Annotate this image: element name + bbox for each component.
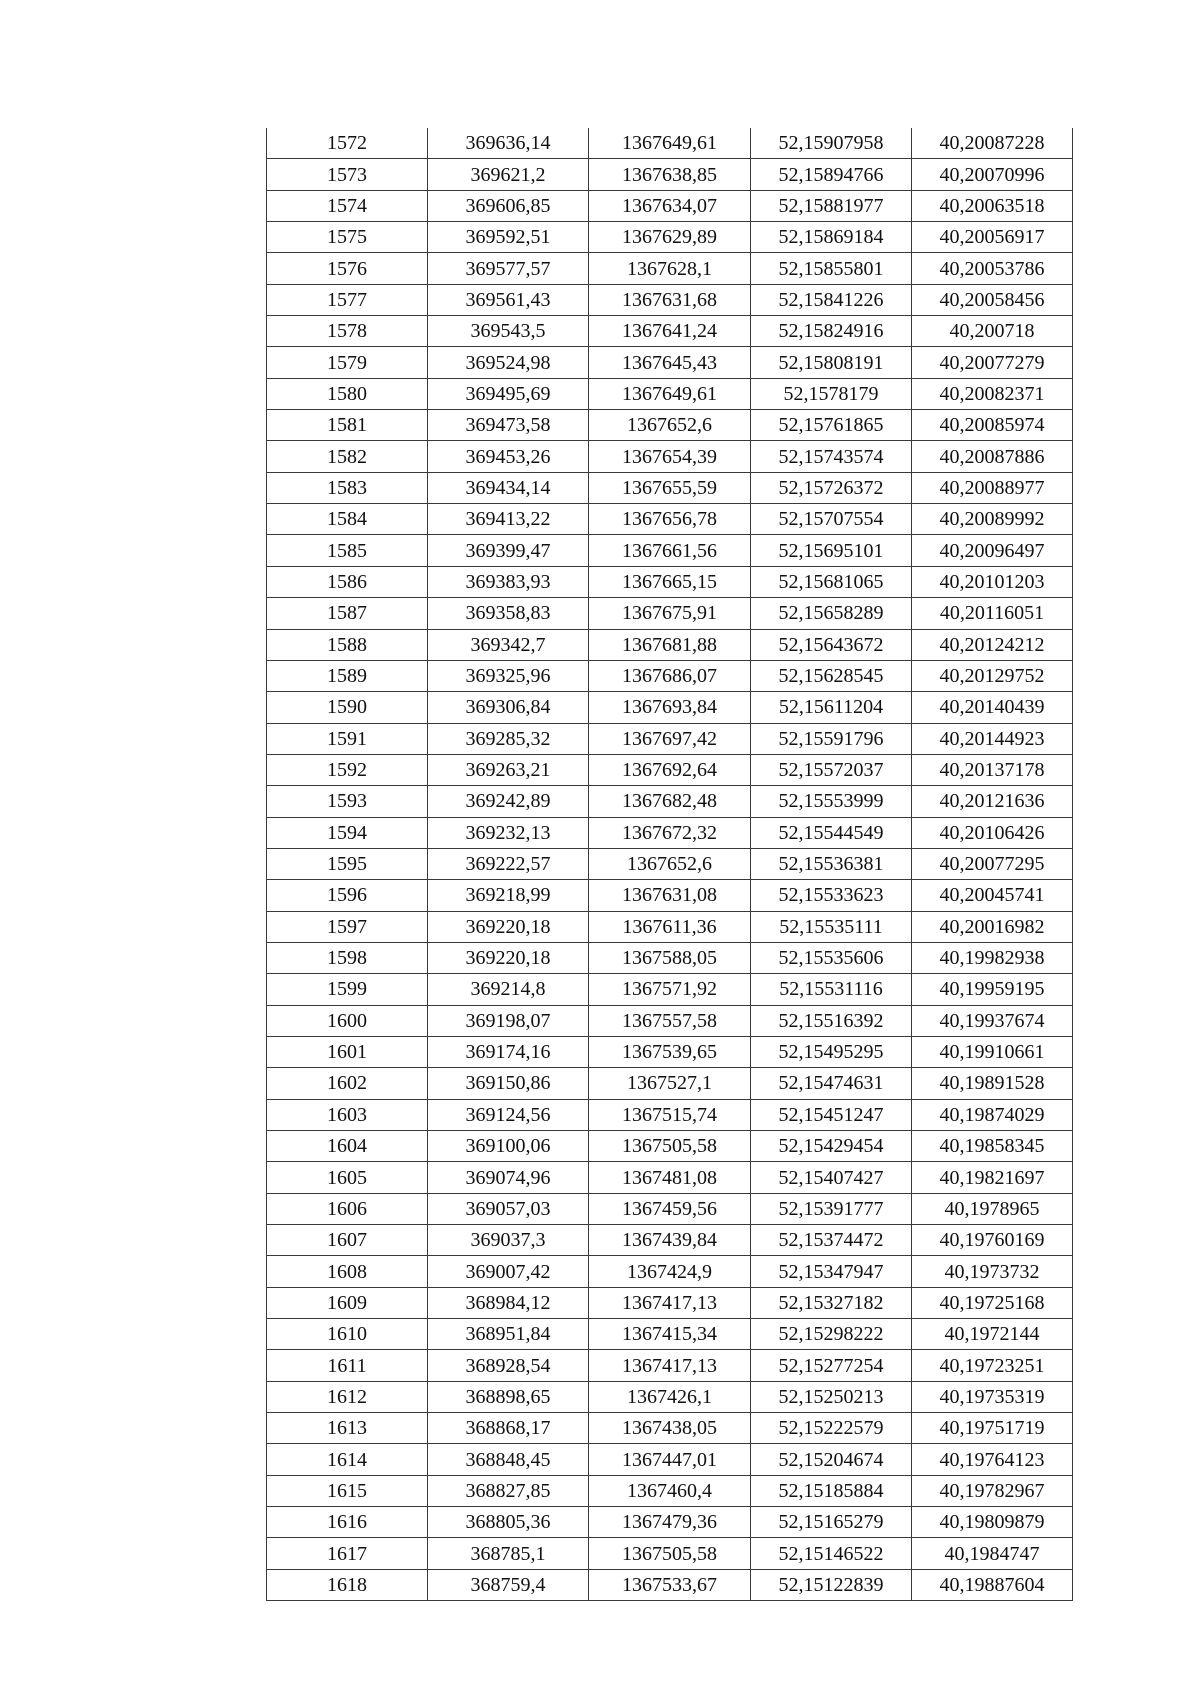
table-row (267, 942, 1073, 973)
longitude-cell: 40,19874029 (912, 1099, 1073, 1130)
latitude-cell: 52,15146522 (751, 1538, 912, 1569)
x-coordinate-cell: 369057,03 (428, 1193, 589, 1224)
point-number-cell: 1583 (267, 472, 428, 503)
y-coordinate-cell: 1367415,34 (589, 1319, 751, 1350)
point-number-cell: 1578 (267, 316, 428, 347)
latitude-cell: 52,15808191 (751, 347, 912, 378)
point-number-cell: 1616 (267, 1507, 428, 1538)
latitude-cell: 52,15681065 (751, 566, 912, 597)
longitude-cell: 40,19751719 (912, 1413, 1073, 1444)
x-coordinate-cell: 369543,5 (428, 316, 589, 347)
x-coordinate-cell: 369263,21 (428, 754, 589, 785)
x-coordinate-cell: 369383,93 (428, 566, 589, 597)
table-row (267, 472, 1073, 503)
x-coordinate-cell: 368805,36 (428, 1507, 589, 1538)
latitude-cell: 52,15894766 (751, 159, 912, 190)
latitude-cell: 52,15222579 (751, 1413, 912, 1444)
latitude-cell: 52,15643672 (751, 629, 912, 660)
point-number-cell: 1581 (267, 410, 428, 441)
x-coordinate-cell: 369037,3 (428, 1225, 589, 1256)
table-row (267, 1036, 1073, 1067)
latitude-cell: 52,15628545 (751, 660, 912, 691)
longitude-cell: 40,20096497 (912, 535, 1073, 566)
y-coordinate-cell: 1367693,84 (589, 692, 751, 723)
longitude-cell: 40,1984747 (912, 1538, 1073, 1569)
point-number-cell: 1611 (267, 1350, 428, 1381)
longitude-cell: 40,1972144 (912, 1319, 1073, 1350)
table-row (267, 410, 1073, 441)
x-coordinate-cell: 369342,7 (428, 629, 589, 660)
point-number-cell: 1617 (267, 1538, 428, 1569)
x-coordinate-cell: 369124,56 (428, 1099, 589, 1130)
latitude-cell: 52,15881977 (751, 190, 912, 221)
x-coordinate-cell: 369413,22 (428, 504, 589, 535)
latitude-cell: 52,15572037 (751, 754, 912, 785)
x-coordinate-cell: 369524,98 (428, 347, 589, 378)
latitude-cell: 52,15347947 (751, 1256, 912, 1287)
latitude-cell: 52,15474631 (751, 1068, 912, 1099)
point-number-cell: 1572 (267, 128, 428, 159)
point-number-cell: 1579 (267, 347, 428, 378)
longitude-cell: 40,20045741 (912, 880, 1073, 911)
x-coordinate-cell: 369495,69 (428, 378, 589, 409)
y-coordinate-cell: 1367652,6 (589, 410, 751, 441)
table-row (267, 974, 1073, 1005)
x-coordinate-cell: 369232,13 (428, 817, 589, 848)
table-row (267, 786, 1073, 817)
x-coordinate-cell: 368951,84 (428, 1319, 589, 1350)
point-number-cell: 1588 (267, 629, 428, 660)
x-coordinate-cell: 369621,2 (428, 159, 589, 190)
longitude-cell: 40,20088977 (912, 472, 1073, 503)
x-coordinate-cell: 369222,57 (428, 848, 589, 879)
table-row (267, 190, 1073, 221)
point-number-cell: 1580 (267, 378, 428, 409)
point-number-cell: 1590 (267, 692, 428, 723)
y-coordinate-cell: 1367588,05 (589, 942, 751, 973)
point-number-cell: 1591 (267, 723, 428, 754)
latitude-cell: 52,15429454 (751, 1131, 912, 1162)
table-row (267, 1507, 1073, 1538)
table-row (267, 1099, 1073, 1130)
y-coordinate-cell: 1367652,6 (589, 848, 751, 879)
x-coordinate-cell: 369242,89 (428, 786, 589, 817)
point-number-cell: 1612 (267, 1381, 428, 1412)
point-number-cell: 1606 (267, 1193, 428, 1224)
table-row (267, 1225, 1073, 1256)
longitude-cell: 40,20101203 (912, 566, 1073, 597)
x-coordinate-cell: 368928,54 (428, 1350, 589, 1381)
x-coordinate-cell: 369561,43 (428, 284, 589, 315)
point-number-cell: 1615 (267, 1475, 428, 1506)
x-coordinate-cell: 369220,18 (428, 911, 589, 942)
table-row (267, 1350, 1073, 1381)
latitude-cell: 52,15761865 (751, 410, 912, 441)
point-number-cell: 1594 (267, 817, 428, 848)
x-coordinate-cell: 369214,8 (428, 974, 589, 1005)
longitude-cell: 40,20137178 (912, 754, 1073, 785)
point-number-cell: 1600 (267, 1005, 428, 1036)
y-coordinate-cell: 1367424,9 (589, 1256, 751, 1287)
table-row (267, 1005, 1073, 1036)
y-coordinate-cell: 1367611,36 (589, 911, 751, 942)
longitude-cell: 40,20124212 (912, 629, 1073, 660)
y-coordinate-cell: 1367641,24 (589, 316, 751, 347)
point-number-cell: 1618 (267, 1569, 428, 1600)
longitude-cell: 40,20053786 (912, 253, 1073, 284)
longitude-cell: 40,20140439 (912, 692, 1073, 723)
point-number-cell: 1586 (267, 566, 428, 597)
x-coordinate-cell: 368868,17 (428, 1413, 589, 1444)
y-coordinate-cell: 1367682,48 (589, 786, 751, 817)
y-coordinate-cell: 1367447,01 (589, 1444, 751, 1475)
x-coordinate-cell: 369150,86 (428, 1068, 589, 1099)
point-number-cell: 1610 (267, 1319, 428, 1350)
x-coordinate-cell: 369220,18 (428, 942, 589, 973)
point-number-cell: 1585 (267, 535, 428, 566)
table-row (267, 378, 1073, 409)
x-coordinate-cell: 369074,96 (428, 1162, 589, 1193)
y-coordinate-cell: 1367681,88 (589, 629, 751, 660)
table-row (267, 159, 1073, 190)
longitude-cell: 40,19982938 (912, 942, 1073, 973)
y-coordinate-cell: 1367628,1 (589, 253, 751, 284)
table-row (267, 535, 1073, 566)
y-coordinate-cell: 1367426,1 (589, 1381, 751, 1412)
point-number-cell: 1603 (267, 1099, 428, 1130)
table-row (267, 1256, 1073, 1287)
latitude-cell: 52,15907958 (751, 128, 912, 159)
point-number-cell: 1587 (267, 598, 428, 629)
longitude-cell: 40,20129752 (912, 660, 1073, 691)
point-number-cell: 1614 (267, 1444, 428, 1475)
latitude-cell: 52,15611204 (751, 692, 912, 723)
y-coordinate-cell: 1367533,67 (589, 1569, 751, 1600)
latitude-cell: 52,15516392 (751, 1005, 912, 1036)
longitude-cell: 40,20082371 (912, 378, 1073, 409)
table-row (267, 566, 1073, 597)
point-number-cell: 1582 (267, 441, 428, 472)
latitude-cell: 52,15536381 (751, 848, 912, 879)
y-coordinate-cell: 1367515,74 (589, 1099, 751, 1130)
y-coordinate-cell: 1367505,58 (589, 1131, 751, 1162)
y-coordinate-cell: 1367692,64 (589, 754, 751, 785)
point-number-cell: 1608 (267, 1256, 428, 1287)
x-coordinate-cell: 369358,83 (428, 598, 589, 629)
y-coordinate-cell: 1367634,07 (589, 190, 751, 221)
latitude-cell: 52,15535606 (751, 942, 912, 973)
x-coordinate-cell: 369592,51 (428, 222, 589, 253)
latitude-cell: 52,15407427 (751, 1162, 912, 1193)
table-row (267, 880, 1073, 911)
latitude-cell: 52,15327182 (751, 1287, 912, 1318)
table-row (267, 1381, 1073, 1412)
y-coordinate-cell: 1367672,32 (589, 817, 751, 848)
latitude-cell: 52,15533623 (751, 880, 912, 911)
x-coordinate-cell: 369285,32 (428, 723, 589, 754)
latitude-cell: 52,15250213 (751, 1381, 912, 1412)
latitude-cell: 52,15495295 (751, 1036, 912, 1067)
point-number-cell: 1576 (267, 253, 428, 284)
latitude-cell: 52,15277254 (751, 1350, 912, 1381)
table-row (267, 284, 1073, 315)
latitude-cell: 52,1578179 (751, 378, 912, 409)
latitude-cell: 52,15658289 (751, 598, 912, 629)
latitude-cell: 52,15695101 (751, 535, 912, 566)
point-number-cell: 1609 (267, 1287, 428, 1318)
table-row (267, 754, 1073, 785)
latitude-cell: 52,15591796 (751, 723, 912, 754)
x-coordinate-cell: 369100,06 (428, 1131, 589, 1162)
y-coordinate-cell: 1367656,78 (589, 504, 751, 535)
table-row (267, 222, 1073, 253)
x-coordinate-cell: 369325,96 (428, 660, 589, 691)
point-number-cell: 1601 (267, 1036, 428, 1067)
longitude-cell: 40,19723251 (912, 1350, 1073, 1381)
y-coordinate-cell: 1367654,39 (589, 441, 751, 472)
longitude-cell: 40,19891528 (912, 1068, 1073, 1099)
y-coordinate-cell: 1367557,58 (589, 1005, 751, 1036)
table-row (267, 253, 1073, 284)
x-coordinate-cell: 369636,14 (428, 128, 589, 159)
table-row (267, 1444, 1073, 1475)
longitude-cell: 40,20058456 (912, 284, 1073, 315)
latitude-cell: 52,15855801 (751, 253, 912, 284)
longitude-cell: 40,20070996 (912, 159, 1073, 190)
table-row (267, 629, 1073, 660)
longitude-cell: 40,19760169 (912, 1225, 1073, 1256)
longitude-cell: 40,200718 (912, 316, 1073, 347)
longitude-cell: 40,20121636 (912, 786, 1073, 817)
latitude-cell: 52,15553999 (751, 786, 912, 817)
longitude-cell: 40,20087228 (912, 128, 1073, 159)
y-coordinate-cell: 1367655,59 (589, 472, 751, 503)
table-row (267, 848, 1073, 879)
x-coordinate-cell: 369399,47 (428, 535, 589, 566)
longitude-cell: 40,19809879 (912, 1507, 1073, 1538)
longitude-cell: 40,20077279 (912, 347, 1073, 378)
table-row (267, 1538, 1073, 1569)
y-coordinate-cell: 1367527,1 (589, 1068, 751, 1099)
latitude-cell: 52,15743574 (751, 441, 912, 472)
table-row (267, 316, 1073, 347)
longitude-cell: 40,20144923 (912, 723, 1073, 754)
latitude-cell: 52,15531116 (751, 974, 912, 1005)
point-number-cell: 1598 (267, 942, 428, 973)
y-coordinate-cell: 1367479,36 (589, 1507, 751, 1538)
x-coordinate-cell: 368785,1 (428, 1538, 589, 1569)
table-row (267, 1131, 1073, 1162)
latitude-cell: 52,15535111 (751, 911, 912, 942)
y-coordinate-cell: 1367571,92 (589, 974, 751, 1005)
latitude-cell: 52,15544549 (751, 817, 912, 848)
table-row (267, 1193, 1073, 1224)
x-coordinate-cell: 369453,26 (428, 441, 589, 472)
point-number-cell: 1599 (267, 974, 428, 1005)
longitude-cell: 40,20106426 (912, 817, 1073, 848)
longitude-cell: 40,19782967 (912, 1475, 1073, 1506)
point-number-cell: 1584 (267, 504, 428, 535)
point-number-cell: 1595 (267, 848, 428, 879)
table-row (267, 1475, 1073, 1506)
latitude-cell: 52,15726372 (751, 472, 912, 503)
point-number-cell: 1589 (267, 660, 428, 691)
y-coordinate-cell: 1367439,84 (589, 1225, 751, 1256)
x-coordinate-cell: 369606,85 (428, 190, 589, 221)
longitude-cell: 40,19937674 (912, 1005, 1073, 1036)
latitude-cell: 52,15374472 (751, 1225, 912, 1256)
x-coordinate-cell: 369577,57 (428, 253, 589, 284)
latitude-cell: 52,15869184 (751, 222, 912, 253)
y-coordinate-cell: 1367661,56 (589, 535, 751, 566)
table-row (267, 598, 1073, 629)
y-coordinate-cell: 1367631,08 (589, 880, 751, 911)
latitude-cell: 52,15185884 (751, 1475, 912, 1506)
x-coordinate-cell: 369007,42 (428, 1256, 589, 1287)
y-coordinate-cell: 1367459,56 (589, 1193, 751, 1224)
point-number-cell: 1593 (267, 786, 428, 817)
table-row (267, 911, 1073, 942)
y-coordinate-cell: 1367645,43 (589, 347, 751, 378)
longitude-cell: 40,19735319 (912, 1381, 1073, 1412)
y-coordinate-cell: 1367438,05 (589, 1413, 751, 1444)
longitude-cell: 40,20085974 (912, 410, 1073, 441)
table-row (267, 347, 1073, 378)
longitude-cell: 40,20087886 (912, 441, 1073, 472)
table-row (267, 660, 1073, 691)
point-number-cell: 1605 (267, 1162, 428, 1193)
point-number-cell: 1575 (267, 222, 428, 253)
longitude-cell: 40,19959195 (912, 974, 1073, 1005)
y-coordinate-cell: 1367631,68 (589, 284, 751, 315)
table-row (267, 1162, 1073, 1193)
x-coordinate-cell: 369473,58 (428, 410, 589, 441)
longitude-cell: 40,19821697 (912, 1162, 1073, 1193)
latitude-cell: 52,15841226 (751, 284, 912, 315)
latitude-cell: 52,15122839 (751, 1569, 912, 1600)
longitude-cell: 40,19764123 (912, 1444, 1073, 1475)
longitude-cell: 40,19910661 (912, 1036, 1073, 1067)
table-row (267, 1319, 1073, 1350)
longitude-cell: 40,1978965 (912, 1193, 1073, 1224)
coordinates-table-body (267, 128, 1073, 1601)
table-row (267, 723, 1073, 754)
point-number-cell: 1604 (267, 1131, 428, 1162)
y-coordinate-cell: 1367675,91 (589, 598, 751, 629)
x-coordinate-cell: 368848,45 (428, 1444, 589, 1475)
x-coordinate-cell: 369218,99 (428, 880, 589, 911)
table-row (267, 1569, 1073, 1600)
y-coordinate-cell: 1367686,07 (589, 660, 751, 691)
latitude-cell: 52,15824916 (751, 316, 912, 347)
coordinates-table (266, 128, 1073, 1601)
y-coordinate-cell: 1367460,4 (589, 1475, 751, 1506)
table-row (267, 817, 1073, 848)
longitude-cell: 40,20016982 (912, 911, 1073, 942)
latitude-cell: 52,15204674 (751, 1444, 912, 1475)
point-number-cell: 1607 (267, 1225, 428, 1256)
y-coordinate-cell: 1367481,08 (589, 1162, 751, 1193)
y-coordinate-cell: 1367638,85 (589, 159, 751, 190)
latitude-cell: 52,15391777 (751, 1193, 912, 1224)
x-coordinate-cell: 369198,07 (428, 1005, 589, 1036)
y-coordinate-cell: 1367505,58 (589, 1538, 751, 1569)
longitude-cell: 40,20089992 (912, 504, 1073, 535)
point-number-cell: 1597 (267, 911, 428, 942)
y-coordinate-cell: 1367539,65 (589, 1036, 751, 1067)
table-row (267, 441, 1073, 472)
latitude-cell: 52,15298222 (751, 1319, 912, 1350)
x-coordinate-cell: 368898,65 (428, 1381, 589, 1412)
table-row (267, 1068, 1073, 1099)
point-number-cell: 1596 (267, 880, 428, 911)
x-coordinate-cell: 368827,85 (428, 1475, 589, 1506)
x-coordinate-cell: 368984,12 (428, 1287, 589, 1318)
y-coordinate-cell: 1367665,15 (589, 566, 751, 597)
y-coordinate-cell: 1367649,61 (589, 128, 751, 159)
x-coordinate-cell: 369174,16 (428, 1036, 589, 1067)
y-coordinate-cell: 1367629,89 (589, 222, 751, 253)
table-row (267, 504, 1073, 535)
y-coordinate-cell: 1367697,42 (589, 723, 751, 754)
point-number-cell: 1613 (267, 1413, 428, 1444)
y-coordinate-cell: 1367417,13 (589, 1287, 751, 1318)
longitude-cell: 40,20056917 (912, 222, 1073, 253)
longitude-cell: 40,20116051 (912, 598, 1073, 629)
point-number-cell: 1577 (267, 284, 428, 315)
x-coordinate-cell: 369434,14 (428, 472, 589, 503)
latitude-cell: 52,15451247 (751, 1099, 912, 1130)
y-coordinate-cell: 1367649,61 (589, 378, 751, 409)
longitude-cell: 40,19858345 (912, 1131, 1073, 1162)
table-row (267, 128, 1073, 159)
latitude-cell: 52,15707554 (751, 504, 912, 535)
longitude-cell: 40,19887604 (912, 1569, 1073, 1600)
point-number-cell: 1602 (267, 1068, 428, 1099)
y-coordinate-cell: 1367417,13 (589, 1350, 751, 1381)
point-number-cell: 1574 (267, 190, 428, 221)
longitude-cell: 40,1973732 (912, 1256, 1073, 1287)
longitude-cell: 40,19725168 (912, 1287, 1073, 1318)
table-row (267, 1287, 1073, 1318)
longitude-cell: 40,20063518 (912, 190, 1073, 221)
point-number-cell: 1573 (267, 159, 428, 190)
table-row (267, 1413, 1073, 1444)
x-coordinate-cell: 369306,84 (428, 692, 589, 723)
longitude-cell: 40,20077295 (912, 848, 1073, 879)
point-number-cell: 1592 (267, 754, 428, 785)
x-coordinate-cell: 368759,4 (428, 1569, 589, 1600)
table-row (267, 692, 1073, 723)
latitude-cell: 52,15165279 (751, 1507, 912, 1538)
